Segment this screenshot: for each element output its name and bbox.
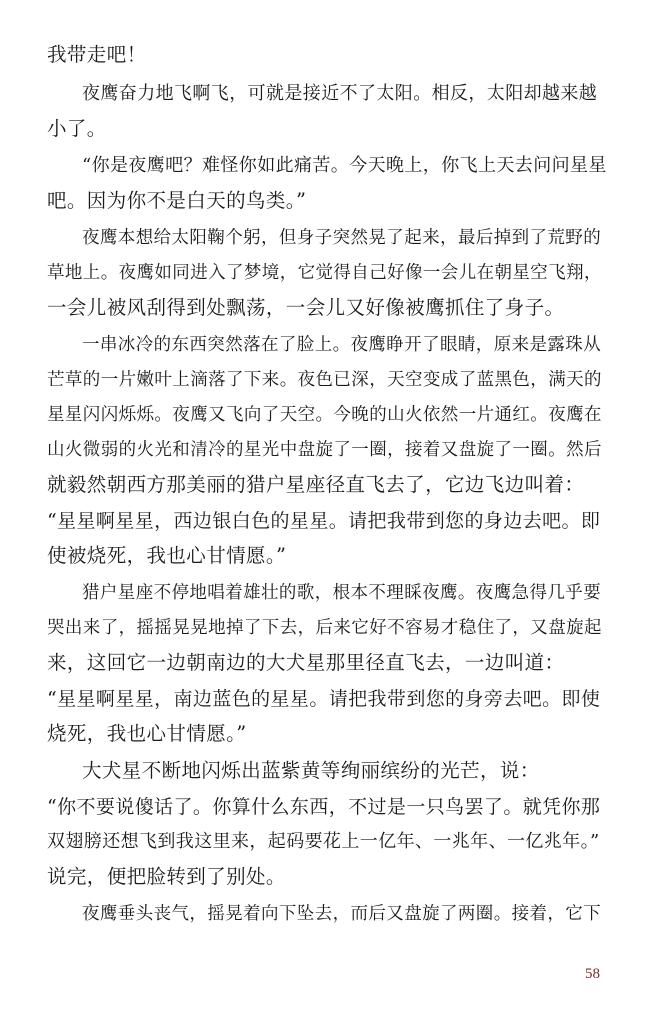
text-line: “星星啊星星，西边银白色的星星。请把我带到您的身边去吧。即 (47, 510, 601, 532)
text-line: 芒草的一片嫩叶上滴落了下来。夜色已深，天空变成了蓝黑色，满天的 (47, 370, 602, 390)
text-line: 草地上。夜鹰如同进入了梦境，它觉得自己好像一会儿在朝星空飞翔， (47, 263, 602, 283)
text-line: 烧死，我也心甘情愿。” (47, 722, 247, 745)
text-line: 哭出来了，摇摇晃晃地掉了下去，后来它好不容易才稳住了，又盘旋起 (47, 618, 602, 638)
text-line: “你不要说傻话了。你算什么东西，不过是一只鸟罢了。就凭你那 (47, 796, 601, 818)
text-line: 就毅然朝西方那美丽的猎户星座径直飞去了，它边飞边叫着： (47, 473, 585, 496)
text-line: 山火微弱的火光和清冷的星光中盘旋了一圈，接着又盘旋了一圈。然后 (47, 440, 602, 460)
text-line: 吧。因为你不是白天的鸟类。” (47, 189, 307, 212)
text-line: “你是夜鹰吧？难怪你如此痛苦。今天晚上，你飞上天去问问星星 (82, 155, 607, 176)
text-line: 小了。 (47, 117, 107, 140)
page-number: 58 (585, 966, 600, 982)
text-line: 说完，便把脸转到了别处。 (47, 865, 286, 888)
text-line: 使被烧死，我也心甘情愿。” (47, 544, 287, 567)
text-line: 来，这回它一边朝南边的大犬星那里径直飞去，一边叫道： (47, 651, 565, 674)
text-line: 双翅膀还想飞到我这里来，起码要花上一亿年、一兆年、一亿兆年。” (47, 831, 600, 852)
text-line: 夜鹰奋力地飞啊飞，可就是接近不了太阳。相反，太阳却越来越 (82, 83, 598, 104)
text-line: 一串冰冷的东西突然落在了脸上。夜鹰睁开了眼睛，原来是露珠从 (82, 335, 602, 355)
text-line: 我带走吧！ (47, 43, 147, 66)
text-line: 一会儿被风刮得到处飘荡，一会儿又好像被鹰抓住了身子。 (47, 296, 565, 319)
text-line: 夜鹰垂头丧气，摇晃着向下坠去，而后又盘旋了两圈。接着，它下 (82, 904, 602, 924)
text-line: “星星啊星星，南边蓝色的星星。请把我带到您的身旁去吧。即使 (47, 688, 601, 710)
text-line: 夜鹰本想给太阳鞠个躬，但身子突然晃了起来，最后掉到了荒野的 (82, 228, 602, 248)
text-line: 大犬星不断地闪烁出蓝紫黄等绚丽缤纷的光芒，说： (82, 759, 540, 782)
text-line: 猎户星座不停地唱着雄壮的歌，根本不理睬夜鹰。夜鹰急得几乎要 (82, 583, 602, 603)
text-line: 星星闪闪烁烁。夜鹰又飞向了天空。今晚的山火依然一片通红。夜鹰在 (47, 405, 602, 425)
